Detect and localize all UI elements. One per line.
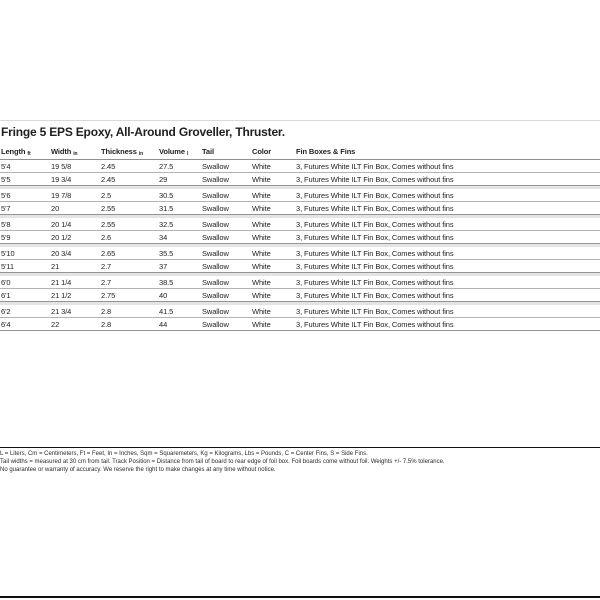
cell-width: 19 3/4 [51, 173, 101, 186]
cell-length: 6'1 [0, 289, 51, 302]
footnote-disclaimer: No guarantee or warranty of accuracy. We reserve the right to make changes at any time without notice. [0, 467, 276, 473]
cell-color: White [252, 318, 296, 331]
unit-label: in [138, 151, 144, 157]
cell-length: 5'5 [0, 173, 51, 186]
column-header-width: Width in [51, 144, 101, 160]
cell-volume: 32.5 [159, 215, 202, 231]
cell-color: White [252, 289, 296, 302]
unit-label: ft [27, 151, 31, 157]
spec-row [0, 289, 600, 302]
footnotes [0, 450, 600, 474]
cell-thickness: 2.5 [101, 186, 159, 202]
cell-width: 19 5/8 [51, 160, 101, 173]
cell-thickness: 2.8 [101, 318, 159, 331]
spec-row [0, 318, 600, 331]
cell-width: 22 [51, 318, 101, 331]
cell-volume: 34 [159, 231, 202, 244]
cell-color: White [252, 160, 296, 173]
cell-thickness: 2.6 [101, 231, 159, 244]
cell-length: 6'4 [0, 318, 51, 331]
cell-color: White [252, 273, 296, 289]
cell-thickness: 2.45 [101, 160, 159, 173]
spec-row [0, 160, 600, 173]
cell-thickness: 2.55 [101, 215, 159, 231]
cell-finboxes: 3, Futures White ILT Fin Box, Comes without fins [296, 215, 600, 231]
cell-volume: 29 [159, 173, 202, 186]
cell-finboxes: 3, Futures White ILT Fin Box, Comes without fins [296, 302, 600, 318]
cell-thickness: 2.65 [101, 244, 159, 260]
cell-width: 20 3/4 [51, 244, 101, 260]
column-header-color: Color [252, 144, 296, 160]
cell-length: 5'4 [0, 160, 51, 173]
footnote-units-legend: L = Liters, Cm = Centimeters, Ft = Feet, In = Inches, Sqm = Squaremeters, Kg = Kilograms, Lbs = Pounds, C = Center Fins, S = Side Fins. [0, 451, 368, 457]
cell-width: 21 1/2 [51, 289, 101, 302]
cell-finboxes: 3, Futures White ILT Fin Box, Comes without fins [296, 202, 600, 215]
spec-row [0, 215, 600, 231]
cell-length: 5'7 [0, 202, 51, 215]
cell-finboxes: 3, Futures White ILT Fin Box, Comes without fins [296, 186, 600, 202]
cell-length: 6'0 [0, 273, 51, 289]
cell-tail: Swallow [202, 260, 252, 273]
cell-volume: 35.5 [159, 244, 202, 260]
cell-finboxes: 3, Futures White ILT Fin Box, Comes without fins [296, 173, 600, 186]
cell-color: White [252, 231, 296, 244]
cell-tail: Swallow [202, 273, 252, 289]
cell-volume: 40 [159, 289, 202, 302]
spec-row [0, 231, 600, 244]
cell-thickness: 2.8 [101, 302, 159, 318]
cell-tail: Swallow [202, 318, 252, 331]
spec-row [0, 260, 600, 273]
cell-thickness: 2.45 [101, 173, 159, 186]
cell-length: 5'6 [0, 186, 51, 202]
cell-color: White [252, 202, 296, 215]
cell-volume: 30.5 [159, 186, 202, 202]
cell-tail: Swallow [202, 160, 252, 173]
cell-finboxes: 3, Futures White ILT Fin Box, Comes without fins [296, 318, 600, 331]
spec-row [0, 244, 600, 260]
cell-tail: Swallow [202, 289, 252, 302]
cell-finboxes: 3, Futures White ILT Fin Box, Comes without fins [296, 260, 600, 273]
cell-length: 5'8 [0, 215, 51, 231]
column-header-volume: Volume l [159, 144, 202, 160]
cell-color: White [252, 260, 296, 273]
cell-length: 5'9 [0, 231, 51, 244]
column-header-tail: Tail [202, 144, 252, 160]
spec-table-body [0, 160, 600, 331]
spec-row [0, 173, 600, 186]
cell-tail: Swallow [202, 244, 252, 260]
cell-finboxes: 3, Futures White ILT Fin Box, Comes without fins [296, 231, 600, 244]
cell-volume: 27.5 [159, 160, 202, 173]
cell-thickness: 2.75 [101, 289, 159, 302]
footer-divider [0, 447, 600, 448]
bottom-divider [0, 596, 600, 598]
cell-color: White [252, 186, 296, 202]
cell-volume: 44 [159, 318, 202, 331]
spec-row [0, 186, 600, 202]
cell-finboxes: 3, Futures White ILT Fin Box, Comes without fins [296, 273, 600, 289]
footnote-measurement-info: Tail widths = measured at 30 cm from tail. Track Position = Distance from tail of board to rear edge of foil box. Foil boards come without foil. Weights +/- 7.5% tolerance. [0, 459, 445, 465]
cell-tail: Swallow [202, 202, 252, 215]
cell-width: 20 [51, 202, 101, 215]
cell-width: 19 7/8 [51, 186, 101, 202]
cell-tail: Swallow [202, 215, 252, 231]
unit-label: l [186, 151, 189, 157]
spec-table-header [0, 144, 600, 160]
page-title: Fringe 5 EPS Epoxy, All-Around Groveller, Thruster. [1, 125, 285, 139]
cell-thickness: 2.7 [101, 273, 159, 289]
cell-volume: 41.5 [159, 302, 202, 318]
spec-row [0, 202, 600, 215]
cell-width: 20 1/2 [51, 231, 101, 244]
cell-width: 21 3/4 [51, 302, 101, 318]
cell-tail: Swallow [202, 231, 252, 244]
cell-width: 21 [51, 260, 101, 273]
cell-width: 21 1/4 [51, 273, 101, 289]
spec-row [0, 273, 600, 289]
cell-color: White [252, 302, 296, 318]
cell-finboxes: 3, Futures White ILT Fin Box, Comes without fins [296, 289, 600, 302]
unit-label: in [73, 151, 78, 157]
cell-volume: 38.5 [159, 273, 202, 289]
cell-color: White [252, 215, 296, 231]
column-header-thickness: Thickness in [101, 144, 159, 160]
spec-row [0, 302, 600, 318]
cell-width: 20 1/4 [51, 215, 101, 231]
cell-finboxes: 3, Futures White ILT Fin Box, Comes without fins [296, 244, 600, 260]
cell-length: 5'11 [0, 260, 51, 273]
cell-finboxes: 3, Futures White ILT Fin Box, Comes without fins [296, 160, 600, 173]
cell-volume: 31.5 [159, 202, 202, 215]
top-divider [0, 120, 600, 121]
column-header-finboxes: Fin Boxes & Fins [296, 144, 600, 160]
column-header-length: Length ft [0, 144, 51, 160]
cell-volume: 37 [159, 260, 202, 273]
cell-color: White [252, 244, 296, 260]
cell-length: 5'10 [0, 244, 51, 260]
cell-color: White [252, 173, 296, 186]
spec-table [0, 144, 600, 331]
header-row [0, 144, 600, 160]
cell-thickness: 2.7 [101, 260, 159, 273]
cell-length: 6'2 [0, 302, 51, 318]
cell-thickness: 2.55 [101, 202, 159, 215]
cell-tail: Swallow [202, 302, 252, 318]
cell-tail: Swallow [202, 173, 252, 186]
cell-tail: Swallow [202, 186, 252, 202]
